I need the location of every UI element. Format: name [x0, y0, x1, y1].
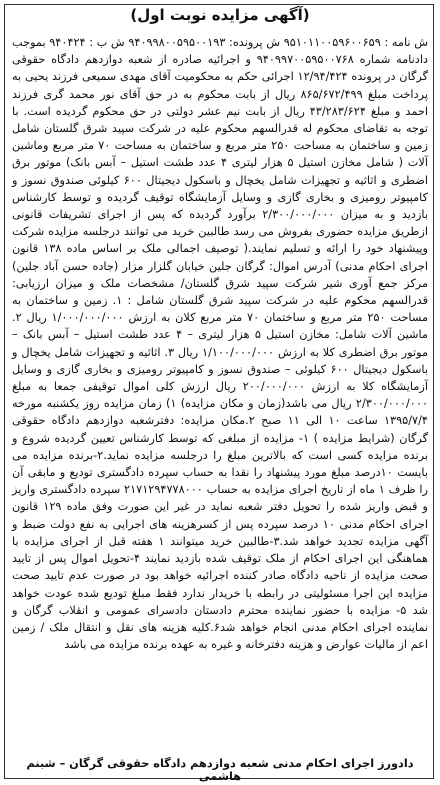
notice-body: ش نامه : ۹۵۱۰۱۱۰۰۵۹۶۰۰۶۵۹ ش پرونده: ۹۴۰۹۹۸۰۰۵۹۵۰۰۱۹۳ ش ب : ۹۴۰۴۲۴ بموجب دادنامه شماره ۹۴۰۹۹۷۰۰۵۹۵۰۰۷۶۸ و اجرائیه صادره از شعبه دوازدهم دادگاه حقوقی گرگان در پرونده ۱۲/۹۴/۴۲۴ اجرائی حکم به محکومیت آقای مهدی سمیعی فرزند یحیی به پرداخت مبلغ ۸۶۵/۶۷۲/۴۹۹ ریال از بابت محکوم به در حق آقای نور محمد گری فرزند احمد و مبلغ ۴۳/۲۸۳/۶۲۴ ریال از بابت نیم عشر دولتی در حق محکوم گردیده است. با توجه به تقاضای محکوم له قدرالسهم محکوم علیه در شرکت سپید شرق گلستان شامل زمین و ساختمان به مساحت ۲۵۰ متر مربع و ساختمان به مساحت ۷۰ متر مربع وماشین آلات ( شامل مخازن استیل ۵ هزار لیتری ۴ عدد طشت استیل – آبس بانک) موتور برق اضطری و اثاثیه و تجهیزات شامل یخچال و باسکول دیجیتال ۶۰۰ کیلوئی صندوق نسوز و کامپیوتر رومیزی و بخاری گازی و وسایل آزمایشگاه توقیف گردیده و توسط کارشناس بازدید و به میزان ۲/۳۰۰/۰۰۰/۰۰۰ برآورد گردیده که پس از اجرای تشریفات قانونی ازطریق مزایده حضوری بفروش می رسد طالبین خرید می توانند درجلسه مزایده شرکت وپیشنهاد خود را ارائه و تسلیم نمایند.( توصیف اجمالی ملک بر اساس ماده ۱۳۸ قانون اجرای احکام مدنی) آدرس اموال: گرگان جلین خیابان گلزار مزار (جاده حسن آباد جلین) مرکز جمع آوری شیر شرکت سپید شرق گلستان/ مشخصات ملک و میزان ارزیابی: قدرالسهم محکوم علیه در شرکت سپید شرق گلستان شامل : ۱. زمین و ساختمان به مساحت ۲۵۰ متر مربع و ساختمان ۷۰ متر مربع کلان به ارزش ۱/۰۰۰/۰۰۰/۰۰۰ ریال ۲. ماشین آلات شامل: مخازن استیل ۵ هزار لیتری – ۴ عدد طشت استیل – آبس بانک – موتور برق اضطری کلا به ارزش ۱/۱۰۰/۰۰۰/۰۰۰ ریال ۳. اثاثیه و تجهیزات شامل یخچال و باسکول دیجیتال ۶۰۰ کیلوئی – صندوق نسوز و کامپیوتر رومیزی و بخاری گازی و وسایل آزمایشگاه کلا به ارزش ۲۰۰/۰۰۰/۰۰۰ ریال ارزش کلی اموال توقیفی جمعا به مبلغ ۲/۳۰۰/۰۰۰/۰۰۰ ریال می باشد(زمان و مکان مزایده) ۱) زمان مزایده روز یکشنبه مورخه ۱۳۹۵/۷/۴ ساعت ۱۰ الی ۱۱ صبح ۲.مکان مزایده: دفترشعبه دوازدهم دادگاه حقوقی گرگان (شرایط مزایده ) ۱- مزایده از مبلغی که توسط کارشناس تعیین گردیده شروع و برنده مزایده کسی است که بالاترین مبلغ را درجلسه مزایده نماید.۲-برنده مزایده می بایست ۱۰درصد مبلغ مورد پیشنهاد را نقدا به حساب سپرده دادگستری تودیع و مابقی آن را ظرف ۱ ماه از تاریخ اجرای مزایده به حساب ۲۱۷۱۲۹۴۷۷۸۰۰۰ سپرده دادگستری واریز و قبض واریز شده را تحویل دفتر شعبه نماید در غیر این صورت وفق ماده ۱۲۹ قانون اجرای احکام مدنی ۱۰ درصد سپرده پس از کسرهزینه های اجرایی به نفع دولت ضبط و آگهی مزایده تجدید خواهد شد.۳-طالبین خرید میتوانند ۱ هفته قبل از اجرای مزایده با هماهنگی این اجرای احکام از ملک توقیف شده بازدید نمایند ۴-تحویل اموال پس از تایید صحت مزایده از ناحیه دادگاه صادر کننده اجرائیه خواهد بود در صورت عدم تایید صحت مزایده این اجرا مسئولیتی در رابطه با خریدار ندارد فقط مبلغ تودیع شده عودت خواهد شد ۵- مزایده با حضور نماینده محترم دادستان دادسرای عمومی و انقلاب گرگان و نماینده اجرای احکام مدنی انجام خواهد شد۶.کلیه هزینه های نقل و انتقال ملک / زمین اعم از مالیات عوارض و هزینه دفترخانه و غیره به عهده برنده مزایده می باشد	[12, 36, 429, 652]
notice-signature: دادورز اجرای احکام مدنی شعبه دوازدهم دادگاه حقوقی گرگان – شبنم هاشمی	[26, 757, 414, 783]
notice-title: (آگهی مزایده نوبت اول)	[130, 6, 310, 24]
